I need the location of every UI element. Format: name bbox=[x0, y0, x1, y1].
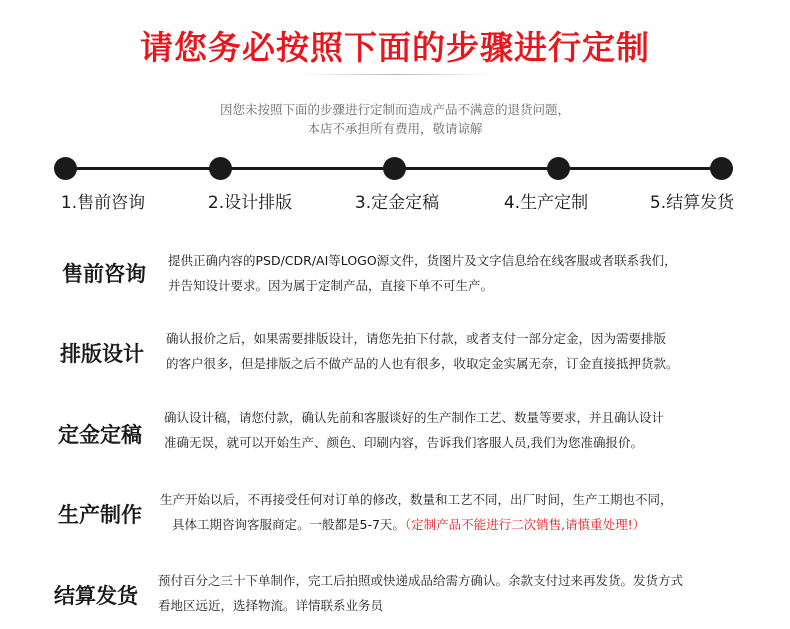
section-line-1: 生产开始以后，不再接受任何对订单的修改，数量和工艺不同，出厂时间，生产工期也不同， bbox=[160, 492, 673, 507]
section-line-1: 确认报价之后，如果需要排版设计，请您先拍下付款，或者支付一部分定金，因为需要排版 bbox=[166, 331, 667, 346]
title-divider bbox=[300, 74, 490, 75]
section-line-2: 具体工期咨询客服商定。一般都是5-7天。 bbox=[172, 517, 405, 532]
page-title: 请您务必按照下面的步骤进行定制 bbox=[140, 28, 650, 67]
section-presale bbox=[0, 246, 790, 306]
section-line-1: 确认设计稿，请您付款，确认先前和客服谈好的生产制作工艺、数量等要求，并且确认设计 bbox=[164, 410, 665, 425]
section-title: 售前咨询 bbox=[62, 262, 146, 286]
step-label-5: 5.结算发货 bbox=[649, 193, 735, 213]
timeline-dot-3 bbox=[383, 157, 406, 180]
timeline-dot-2 bbox=[209, 157, 232, 180]
step-label-3: 3.定金定稿 bbox=[354, 193, 440, 213]
timeline-dot-4 bbox=[547, 157, 570, 180]
section-line-2: 的客户很多，但是排版之后不做产品的人也有很多，收取定金实属无奈，订金直接抵押货款。 bbox=[166, 356, 679, 371]
section-line-1: 提供正确内容的PSD/CDR/AI等LOGO源文件，货图片及文字信息给在线客服或者联系我们， bbox=[168, 253, 677, 268]
section-line-2-wrap bbox=[160, 512, 673, 537]
step-label-1: 1.售前咨询 bbox=[60, 193, 146, 213]
notice-text bbox=[0, 100, 790, 138]
timeline-dot-1 bbox=[54, 157, 77, 180]
section-title: 定金定稿 bbox=[58, 423, 142, 447]
section-line-2: 准确无误，就可以开始生产、颜色、印刷内容，告诉我们客服人员,我们为您准确报价。 bbox=[164, 435, 643, 450]
section-layout-design bbox=[0, 326, 790, 386]
section-settlement bbox=[0, 566, 790, 626]
notice-line-2: 本店不承担所有费用，敬请谅解 bbox=[307, 121, 483, 136]
section-line-2: 看地区远近，选择物流。详情联系业务员 bbox=[158, 598, 384, 613]
section-title: 结算发货 bbox=[54, 584, 138, 608]
section-title: 排版设计 bbox=[60, 342, 144, 366]
section-title: 生产制作 bbox=[58, 503, 142, 527]
resale-warning: （定制产品不能进行二次销售,请慎重处理!） bbox=[404, 517, 646, 532]
section-line-2: 并告知设计要求。因为属于定制产品，直接下单不可生产。 bbox=[168, 278, 494, 293]
section-text bbox=[168, 248, 677, 298]
section-deposit bbox=[0, 405, 790, 465]
step-label-2: 2.设计排版 bbox=[207, 193, 293, 213]
section-line-1: 预付百分之三十下单制作，完工后拍照或快递成品给需方确认。余款支付过来再发货。发货方式 bbox=[158, 573, 684, 588]
section-text bbox=[166, 326, 679, 376]
timeline-dot-5 bbox=[710, 157, 733, 180]
section-text bbox=[160, 487, 673, 537]
section-text bbox=[164, 405, 664, 455]
notice-line-1: 因您未按照下面的步骤进行定制而造成产品不满意的退货问题， bbox=[219, 102, 570, 117]
section-production bbox=[0, 487, 790, 547]
section-text bbox=[158, 568, 683, 618]
step-label-4: 4.生产定制 bbox=[503, 193, 589, 213]
